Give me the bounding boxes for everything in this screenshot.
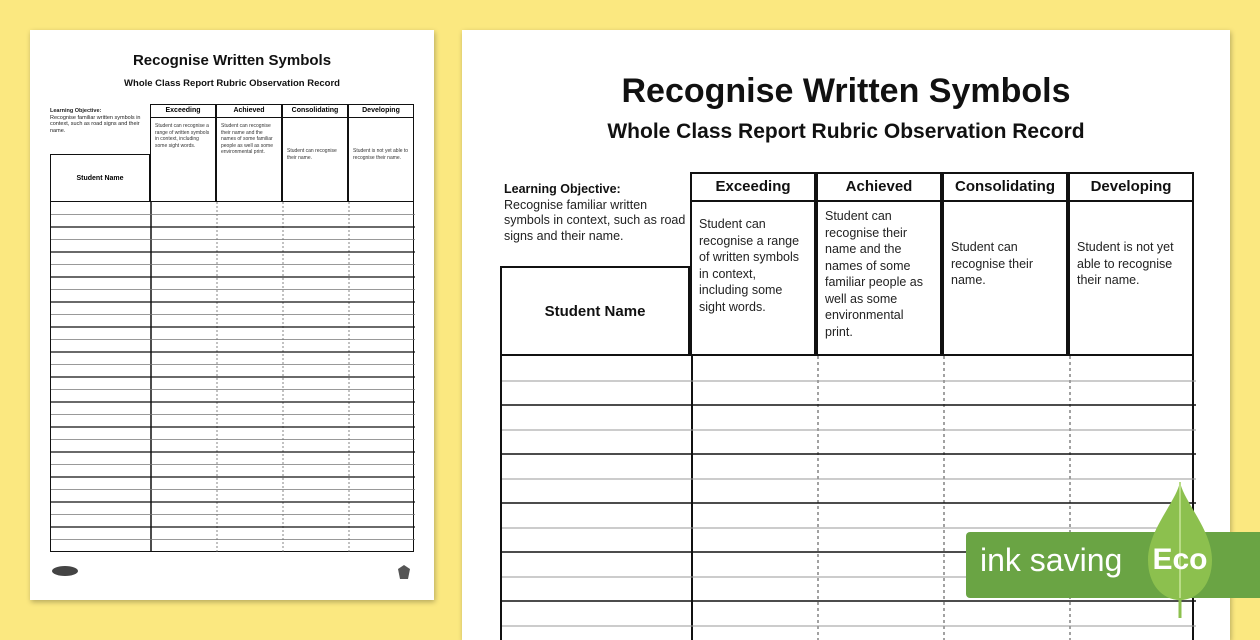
- thumbnail-title: Recognise Written Symbols: [132, 52, 332, 69]
- thumbnail-desc-consolidating: Student can recognise their name.: [282, 118, 348, 202]
- header-achieved: Achieved: [816, 172, 942, 202]
- thumbnail-row-grid: [51, 202, 415, 552]
- ink-saving-eco-badge: [966, 480, 1260, 620]
- thumbnail-desc-developing: Student is not yet able to recognise their name.: [348, 118, 414, 202]
- header-developing: Developing: [1068, 172, 1194, 202]
- desc-exceeding: [690, 202, 816, 356]
- page-title: Recognise Written Symbols: [621, 72, 1071, 110]
- thumbnail-lo-label: Learning Objective:: [50, 108, 102, 114]
- desc-achieved: [816, 202, 942, 356]
- thumbnail-footer-crest-icon: [396, 564, 412, 580]
- thumbnail-rubric-table: [50, 104, 414, 552]
- eco-badge-eco-text: Eco: [1152, 543, 1208, 576]
- learning-objective: [504, 182, 688, 244]
- desc-consolidating: [942, 202, 1068, 356]
- eco-badge-label: ink saving: [980, 542, 1123, 578]
- thumbnail-lo-text: Recognise familiar written symbols in context, such as road signs and their name.: [50, 114, 141, 134]
- thumbnail-header-developing: Developing: [348, 104, 414, 118]
- thumbnail-rows: [50, 202, 414, 552]
- desc-achieved-text: Student can recognise their name and the names of some familiar people as well as some environmental print.: [825, 209, 923, 339]
- thumbnail-header-consolidating: Consolidating: [282, 104, 348, 118]
- thumbnail-page: [30, 30, 434, 600]
- thumbnail-desc-achieved: Student can recognise their name and the names of some familiar people as well as some environmental print.: [216, 118, 282, 202]
- thumbnail-desc-exceeding: Student can recognise a range of written symbols in context, including some sight words.: [150, 118, 216, 202]
- learning-objective-text: Recognise familiar written symbols in context, such as road signs and their name.: [504, 197, 686, 243]
- thumbnail-learning-objective: [50, 108, 146, 134]
- thumbnail-footer-logo-icon: [50, 564, 80, 578]
- thumbnail-header-exceeding: Exceeding: [150, 104, 216, 118]
- header-exceeding: Exceeding: [690, 172, 816, 202]
- thumbnail-header-achieved: Achieved: [216, 104, 282, 118]
- desc-consolidating-text: Student can recognise their name.: [951, 240, 1033, 288]
- page-subtitle: Whole Class Report Rubric Observation Record: [607, 120, 1085, 143]
- student-name-header: Student Name: [500, 266, 690, 356]
- thumbnail-student-name-header: Student Name: [50, 154, 150, 202]
- desc-developing: [1068, 202, 1194, 356]
- learning-objective-label: Learning Objective:: [504, 182, 621, 196]
- header-consolidating: Consolidating: [942, 172, 1068, 202]
- desc-developing-text: Student is not yet able to recognise their name.: [1077, 240, 1174, 288]
- desc-exceeding-text: Student can recognise a range of written symbols in context, including some sight words.: [699, 217, 800, 314]
- thumbnail-subtitle: Whole Class Report Rubric Observation Record: [124, 78, 340, 89]
